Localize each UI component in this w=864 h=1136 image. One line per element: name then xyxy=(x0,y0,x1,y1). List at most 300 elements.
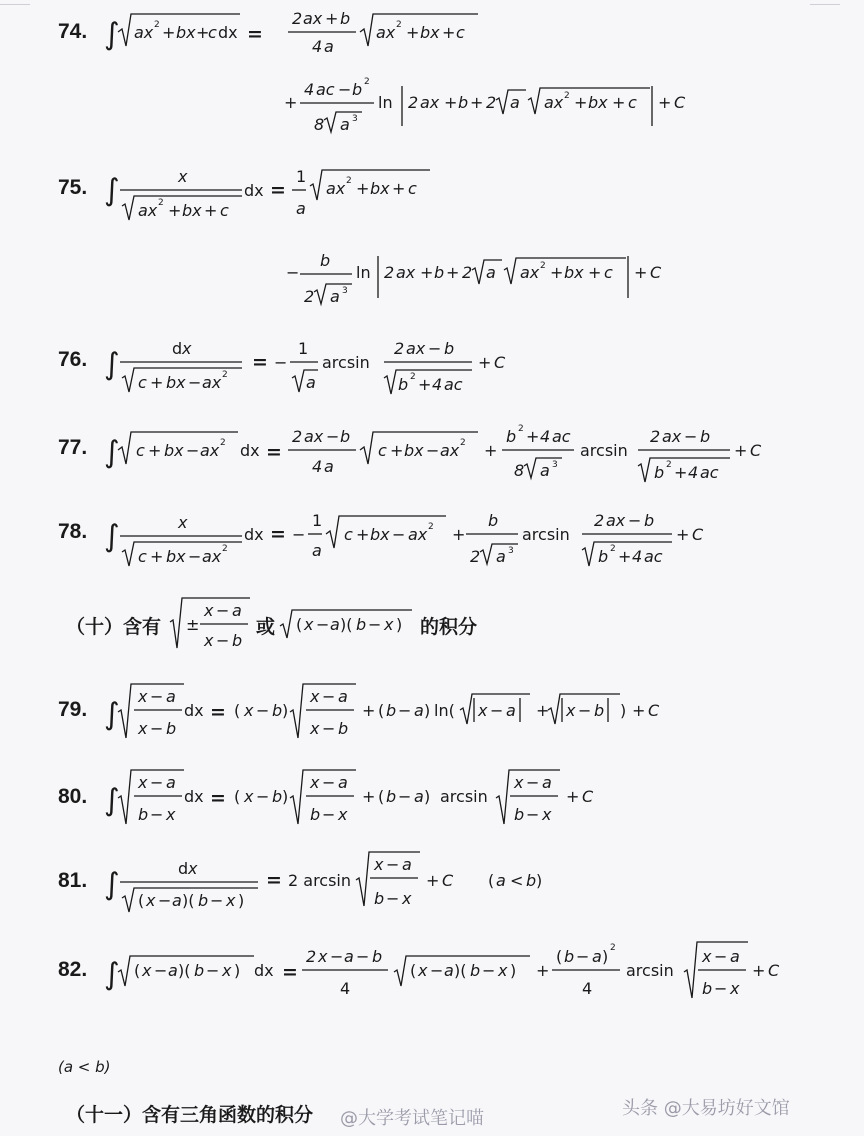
svg-text:1: 1 xyxy=(296,167,307,186)
svg-text:b: b xyxy=(138,805,149,824)
svg-text:x: x xyxy=(178,513,188,532)
svg-text:b: b xyxy=(470,961,481,980)
svg-text:2: 2 xyxy=(222,370,228,380)
svg-text:−: − xyxy=(158,891,172,910)
svg-text:+: + xyxy=(484,441,498,460)
svg-text:dx: dx xyxy=(184,701,204,720)
svg-text:4: 4 xyxy=(304,80,315,99)
svg-text:ax: ax xyxy=(202,547,222,566)
svg-text:x: x xyxy=(702,947,712,966)
svg-text:x: x xyxy=(244,701,254,720)
svg-text:+: + xyxy=(362,787,376,806)
svg-text:−: − xyxy=(292,525,306,544)
svg-text:4: 4 xyxy=(688,463,699,482)
svg-text:x: x xyxy=(402,889,412,908)
svg-text:+: + xyxy=(392,179,406,198)
formula-number-74: 74. xyxy=(58,20,88,43)
svg-text:+: + xyxy=(446,263,460,282)
svg-text:4: 4 xyxy=(582,979,593,998)
svg-text:b: b xyxy=(194,961,205,980)
svg-text:−: − xyxy=(368,615,382,634)
svg-text:−: − xyxy=(714,947,728,966)
section-10-prefix: （十）含有 xyxy=(66,616,162,638)
svg-text:−: − xyxy=(398,701,412,720)
svg-text:∫: ∫ xyxy=(104,697,120,732)
svg-text:2: 2 xyxy=(540,261,546,271)
formula-number-81: 81. xyxy=(58,869,88,892)
svg-text:x: x xyxy=(182,339,192,358)
svg-text:+: + xyxy=(356,525,370,544)
svg-text:1: 1 xyxy=(312,511,323,530)
svg-text:c: c xyxy=(604,263,613,282)
section-10-or: 或 xyxy=(256,616,276,638)
svg-text:ax: ax xyxy=(662,427,682,446)
svg-text:−: − xyxy=(322,719,336,738)
svg-text:−: − xyxy=(526,805,540,824)
svg-text:2: 2 xyxy=(410,372,416,382)
svg-text:c: c xyxy=(378,441,387,460)
svg-text:bx: bx xyxy=(166,373,186,392)
svg-text:C: C xyxy=(582,787,594,806)
svg-text:b: b xyxy=(198,891,209,910)
svg-text:ax: ax xyxy=(304,427,324,446)
note-a-less-than-b: (a < b) xyxy=(58,1058,111,1076)
svg-text:∫: ∫ xyxy=(104,867,120,902)
svg-text:a: a xyxy=(168,961,178,980)
svg-text:+: + xyxy=(420,263,434,282)
svg-text:a: a xyxy=(330,287,340,306)
svg-text:a: a xyxy=(232,601,242,620)
svg-text:C: C xyxy=(674,93,686,112)
svg-text:(: ( xyxy=(134,961,141,980)
svg-text:x: x xyxy=(318,947,328,966)
svg-text:−: − xyxy=(714,979,728,998)
svg-text:2: 2 xyxy=(518,424,524,434)
svg-text:2: 2 xyxy=(384,263,395,282)
svg-text:x: x xyxy=(304,615,314,634)
svg-text:2: 2 xyxy=(346,176,352,186)
svg-text:dx: dx xyxy=(240,441,260,460)
svg-text:c: c xyxy=(136,441,145,460)
svg-text:2: 2 xyxy=(396,20,402,30)
svg-text:a: a xyxy=(414,787,424,806)
svg-text:∫: ∫ xyxy=(104,17,120,52)
svg-text:2: 2 xyxy=(364,77,370,87)
svg-text:2: 2 xyxy=(666,460,672,470)
svg-text:−: − xyxy=(356,947,370,966)
svg-text:−: − xyxy=(322,687,336,706)
svg-text:2: 2 xyxy=(470,547,481,566)
svg-text:ax: ax xyxy=(202,373,222,392)
svg-text:): ) xyxy=(620,701,627,720)
svg-text:a: a xyxy=(344,947,354,966)
svg-text:): ) xyxy=(536,871,543,890)
formula-number-76: 76. xyxy=(58,348,88,371)
svg-text:x: x xyxy=(310,773,320,792)
svg-text:a: a xyxy=(496,871,506,890)
svg-text:3: 3 xyxy=(352,114,358,124)
svg-text:+: + xyxy=(752,961,766,980)
svg-text:−: − xyxy=(150,687,164,706)
svg-text:−: − xyxy=(526,773,540,792)
svg-text:2: 2 xyxy=(462,263,473,282)
svg-text:−: − xyxy=(322,805,336,824)
svg-text:−: − xyxy=(216,631,230,650)
svg-text:+: + xyxy=(442,23,456,42)
svg-text:2: 2 xyxy=(408,93,419,112)
svg-text:a: a xyxy=(166,687,176,706)
formula-80 xyxy=(104,770,594,824)
svg-text:=: = xyxy=(282,961,298,983)
svg-text:+: + xyxy=(418,375,432,394)
svg-text:b: b xyxy=(272,701,283,720)
svg-text:)(: )( xyxy=(454,961,467,980)
formula-77 xyxy=(104,424,762,482)
svg-text:4: 4 xyxy=(312,37,323,56)
svg-text:−: − xyxy=(482,961,496,980)
svg-text:ax: ax xyxy=(326,179,346,198)
svg-text:arcsin: arcsin xyxy=(440,787,488,806)
svg-text:−: − xyxy=(392,525,406,544)
svg-text:2: 2 xyxy=(610,544,616,554)
svg-text:b: b xyxy=(598,547,609,566)
svg-text:+: + xyxy=(618,547,632,566)
svg-text:b: b xyxy=(594,701,605,720)
watermark-right: 头条 @大易坊好文馆 xyxy=(622,1098,790,1119)
svg-text:+: + xyxy=(566,787,580,806)
svg-text:2: 2 xyxy=(594,511,605,530)
svg-text:bx: bx xyxy=(404,441,424,460)
svg-text:a: a xyxy=(324,457,334,476)
svg-text:(: ( xyxy=(488,871,495,890)
svg-text:+: + xyxy=(452,525,466,544)
svg-text:b: b xyxy=(374,889,385,908)
svg-text:2: 2 xyxy=(220,438,226,448)
formula-number-79: 79. xyxy=(58,698,88,721)
svg-text:+: + xyxy=(196,23,210,42)
svg-text:C: C xyxy=(650,263,662,282)
svg-text:+: + xyxy=(150,547,164,566)
svg-text:2: 2 xyxy=(292,9,303,28)
svg-text:b: b xyxy=(340,427,351,446)
svg-text:=: = xyxy=(252,351,268,373)
svg-text:2: 2 xyxy=(460,438,466,448)
svg-text:a: a xyxy=(166,773,176,792)
svg-text:b: b xyxy=(564,947,575,966)
svg-text:dx: dx xyxy=(244,181,264,200)
svg-text:bx: bx xyxy=(370,179,390,198)
svg-text:): ) xyxy=(424,787,431,806)
formula-78 xyxy=(104,511,704,566)
svg-text:): ) xyxy=(282,701,289,720)
svg-text:4: 4 xyxy=(340,979,351,998)
svg-text:x: x xyxy=(226,891,236,910)
svg-text:b: b xyxy=(700,427,711,446)
svg-text:dx: dx xyxy=(254,961,274,980)
svg-text:arcsin: arcsin xyxy=(522,525,570,544)
svg-text:ac: ac xyxy=(444,375,463,394)
svg-text:bx: bx xyxy=(176,23,196,42)
svg-text:−: − xyxy=(256,701,270,720)
svg-text:x: x xyxy=(498,961,508,980)
svg-text:−: − xyxy=(256,787,270,806)
svg-text:b: b xyxy=(444,339,455,358)
svg-text:x: x xyxy=(142,961,152,980)
section-11-title: （十一）含有三角函数的积分 xyxy=(66,1104,314,1126)
svg-text:c: c xyxy=(138,547,147,566)
svg-text:+: + xyxy=(658,93,672,112)
svg-text:b: b xyxy=(320,251,331,270)
svg-text:x: x xyxy=(542,805,552,824)
svg-text:ax: ax xyxy=(303,9,323,28)
svg-text:b: b xyxy=(386,787,397,806)
section-10-suffix: 的积分 xyxy=(420,616,478,638)
svg-text:(: ( xyxy=(296,615,303,634)
svg-text:arcsin: arcsin xyxy=(626,961,674,980)
svg-text:ax: ax xyxy=(376,23,396,42)
svg-text:a: a xyxy=(338,687,348,706)
svg-text:b: b xyxy=(506,427,517,446)
svg-text:a: a xyxy=(486,263,496,282)
svg-text:+: + xyxy=(634,263,648,282)
svg-text:+: + xyxy=(588,263,602,282)
svg-text:8: 8 xyxy=(514,461,525,480)
svg-text:b: b xyxy=(514,805,525,824)
svg-text:b: b xyxy=(352,80,363,99)
svg-text:c: c xyxy=(456,23,465,42)
svg-text:d: d xyxy=(172,339,183,358)
svg-text:+: + xyxy=(632,701,646,720)
svg-text:a: a xyxy=(402,855,412,874)
svg-text:±: ± xyxy=(186,615,200,634)
svg-text:−: − xyxy=(210,891,224,910)
svg-text:2: 2 xyxy=(428,522,434,532)
svg-text:+: + xyxy=(676,525,690,544)
svg-text:a: a xyxy=(340,115,350,134)
svg-text:+: + xyxy=(168,201,182,220)
svg-text:1: 1 xyxy=(298,339,309,358)
svg-text:+: + xyxy=(406,23,420,42)
svg-text:(: ( xyxy=(378,787,385,806)
svg-text:x: x xyxy=(514,773,524,792)
svg-text:x: x xyxy=(138,719,148,738)
svg-text:b: b xyxy=(310,805,321,824)
svg-text:−: − xyxy=(330,947,344,966)
svg-text:b: b xyxy=(272,787,283,806)
svg-text:∫: ∫ xyxy=(104,347,120,382)
svg-text:C: C xyxy=(750,441,762,460)
svg-text:−: − xyxy=(150,805,164,824)
svg-text:(: ( xyxy=(378,701,385,720)
svg-text:+: + xyxy=(204,201,218,220)
svg-text:∫: ∫ xyxy=(104,957,120,992)
svg-text:(: ( xyxy=(234,701,241,720)
svg-text:ax: ax xyxy=(134,23,154,42)
formula-75 xyxy=(104,167,662,306)
svg-text:ac: ac xyxy=(316,80,335,99)
svg-text:C: C xyxy=(494,353,506,372)
svg-text:b: b xyxy=(488,511,499,530)
svg-text:C: C xyxy=(768,961,780,980)
svg-text:ax: ax xyxy=(406,339,426,358)
svg-text:c: c xyxy=(208,23,217,42)
svg-text:ax: ax xyxy=(606,511,626,530)
svg-text:b: b xyxy=(232,631,243,650)
svg-text:a: a xyxy=(330,615,340,634)
svg-text:2: 2 xyxy=(292,427,303,446)
svg-text:+: + xyxy=(325,9,339,28)
svg-text:+: + xyxy=(162,23,176,42)
svg-text:=: = xyxy=(266,441,282,463)
svg-text:4: 4 xyxy=(540,427,551,446)
svg-text:x: x xyxy=(138,687,148,706)
svg-text:+: + xyxy=(444,93,458,112)
svg-text:+: + xyxy=(426,871,440,890)
svg-text:a: a xyxy=(592,947,602,966)
svg-text:+: + xyxy=(362,701,376,720)
svg-text:): ) xyxy=(282,787,289,806)
svg-text:−: − xyxy=(316,615,330,634)
svg-text:−: − xyxy=(150,773,164,792)
svg-text:c: c xyxy=(408,179,417,198)
svg-text:bx: bx xyxy=(166,547,186,566)
svg-text:x: x xyxy=(222,961,232,980)
svg-text:∫: ∫ xyxy=(104,783,120,818)
svg-text:2: 2 xyxy=(610,943,616,953)
svg-text:+: + xyxy=(470,93,484,112)
svg-text:a: a xyxy=(540,461,550,480)
svg-text:ac: ac xyxy=(644,547,663,566)
svg-text:b: b xyxy=(458,93,469,112)
svg-text:): ) xyxy=(396,615,403,634)
svg-text:−: − xyxy=(426,441,440,460)
svg-text:d: d xyxy=(178,859,189,878)
svg-text:2: 2 xyxy=(650,427,661,446)
formula-82 xyxy=(104,942,780,998)
svg-text:=: = xyxy=(247,23,263,45)
svg-text:∫: ∫ xyxy=(104,519,120,554)
svg-text:−: − xyxy=(490,701,504,720)
svg-text:b: b xyxy=(166,719,177,738)
svg-text:ac: ac xyxy=(552,427,571,446)
svg-text:=: = xyxy=(266,869,282,891)
svg-text:2: 2 xyxy=(154,20,160,30)
svg-text:dx: dx xyxy=(184,787,204,806)
svg-text:+: + xyxy=(356,179,370,198)
svg-text:b: b xyxy=(338,719,349,738)
formula-76 xyxy=(104,339,506,394)
svg-text:+: + xyxy=(478,353,492,372)
formula-number-82: 82. xyxy=(58,958,88,981)
svg-text:+: + xyxy=(550,263,564,282)
svg-text:x: x xyxy=(566,701,576,720)
svg-text:)(: )( xyxy=(340,615,353,634)
svg-text:−: − xyxy=(216,601,230,620)
section-10-formula-pieces xyxy=(170,598,412,650)
svg-text:a: a xyxy=(172,891,182,910)
svg-text:−: − xyxy=(430,961,444,980)
svg-text:8: 8 xyxy=(314,115,325,134)
svg-text:x: x xyxy=(204,601,214,620)
svg-text:(: ( xyxy=(234,787,241,806)
svg-text:b: b xyxy=(340,9,351,28)
svg-text:bx: bx xyxy=(420,23,440,42)
formula-74 xyxy=(104,9,686,134)
svg-text:−: − xyxy=(188,547,202,566)
svg-text:−: − xyxy=(398,787,412,806)
svg-text:a: a xyxy=(296,199,306,218)
svg-text:a: a xyxy=(510,93,520,112)
formula-81 xyxy=(104,852,542,912)
svg-text:=: = xyxy=(210,787,226,809)
svg-text:c: c xyxy=(138,373,147,392)
svg-text:x: x xyxy=(310,687,320,706)
svg-text:a: a xyxy=(324,37,334,56)
svg-text:2: 2 xyxy=(306,947,317,966)
svg-text:)(: )( xyxy=(182,891,195,910)
svg-text:dx: dx xyxy=(244,525,264,544)
svg-text:arcsin: arcsin xyxy=(580,441,628,460)
svg-text:C: C xyxy=(692,525,704,544)
svg-text:a: a xyxy=(306,373,316,392)
svg-text:x: x xyxy=(478,701,488,720)
watermark-left: @大学考试笔记喵 xyxy=(340,1108,484,1129)
svg-text:−: − xyxy=(274,353,288,372)
svg-text:2: 2 xyxy=(158,198,164,208)
svg-text:x: x xyxy=(178,167,188,186)
svg-text:=: = xyxy=(210,701,226,723)
svg-text:C: C xyxy=(648,701,660,720)
svg-text:(: ( xyxy=(410,961,417,980)
svg-text:b: b xyxy=(526,871,537,890)
svg-text:−: − xyxy=(338,80,352,99)
svg-text:a: a xyxy=(542,773,552,792)
svg-text:ax: ax xyxy=(440,441,460,460)
svg-text:bx: bx xyxy=(370,525,390,544)
svg-text:+: + xyxy=(284,93,298,112)
svg-text:+: + xyxy=(390,441,404,460)
svg-text:x: x xyxy=(244,787,254,806)
svg-text:−: − xyxy=(322,773,336,792)
svg-text:ln: ln xyxy=(356,263,371,282)
svg-text:−: − xyxy=(286,263,300,282)
svg-text:∫: ∫ xyxy=(104,173,120,208)
svg-text:2: 2 xyxy=(394,339,405,358)
svg-text:x: x xyxy=(338,805,348,824)
svg-text:+: + xyxy=(148,441,162,460)
svg-text:bx: bx xyxy=(164,441,184,460)
svg-text:+: + xyxy=(574,93,588,112)
svg-text:=: = xyxy=(270,523,286,545)
svg-text:a: a xyxy=(338,773,348,792)
svg-text:x: x xyxy=(374,855,384,874)
svg-text:x: x xyxy=(146,891,156,910)
svg-text:ax: ax xyxy=(200,441,220,460)
svg-text:c: c xyxy=(220,201,229,220)
svg-text:−: − xyxy=(578,701,592,720)
svg-text:b: b xyxy=(386,701,397,720)
svg-text:x: x xyxy=(166,805,176,824)
svg-text:ax: ax xyxy=(396,263,416,282)
svg-text:)(: )( xyxy=(178,961,191,980)
svg-text:a: a xyxy=(414,701,424,720)
svg-text:a: a xyxy=(444,961,454,980)
svg-text:C: C xyxy=(442,871,454,890)
svg-text:+: + xyxy=(526,427,540,446)
svg-text:2: 2 xyxy=(304,287,315,306)
svg-text:bx: bx xyxy=(588,93,608,112)
svg-text:2: 2 xyxy=(222,544,228,554)
